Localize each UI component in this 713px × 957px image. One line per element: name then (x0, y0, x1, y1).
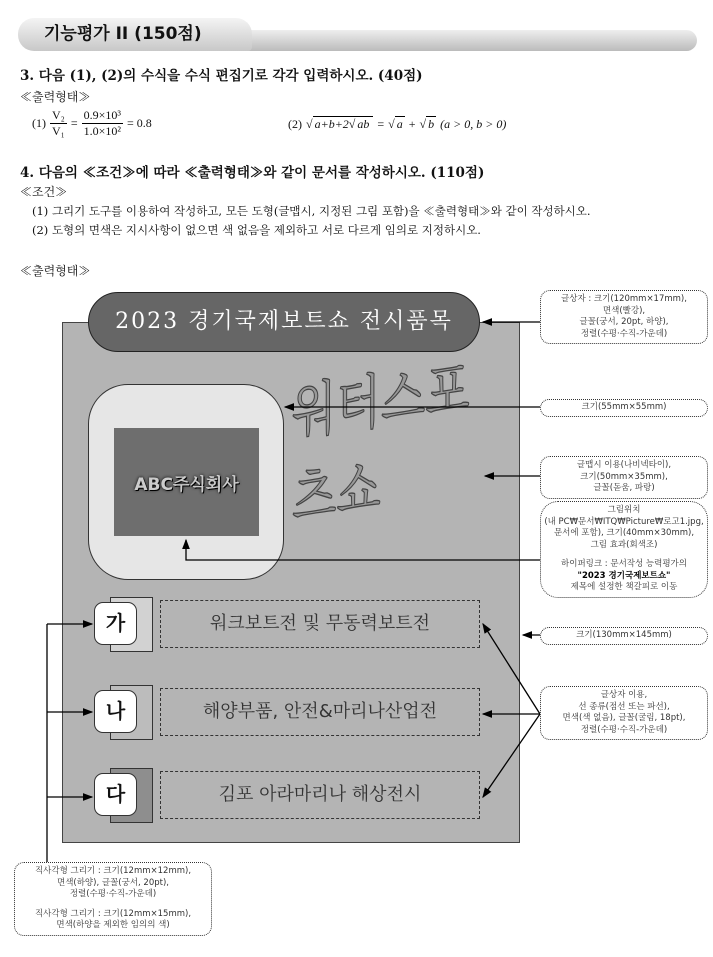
callout-marks (14, 862, 212, 936)
callout-line: 정렬(수평·수직-가운데) (69, 889, 157, 899)
callout-line: 면색(색 없음), 글꼴(굴림, 18pt), (562, 713, 686, 723)
callout-line: 글상자 이용, (600, 690, 648, 700)
radicand-a: a (396, 117, 403, 131)
result: = 0.8 (127, 116, 152, 130)
row-text-1: 워크보트전 및 무동력보트전 (160, 600, 480, 648)
wordart: 워터스포츠쇼 (292, 353, 470, 535)
callout-rows (540, 686, 708, 740)
condition-1: (1) 그리기 도구를 이용하여 작성하고, 모든 도형(글맵시, 지정된 그림 포함)을 ≪출력형태≫와 같이 작성하시오. (32, 204, 591, 218)
callout-line: 글맵시 이용(나비넥타이), (576, 460, 672, 470)
callout-title (540, 290, 708, 344)
callout-line: 문서에 포함), 크기(40mm×30mm), (553, 528, 695, 538)
callout-line: 정렬(수평·수직-가운데) (580, 724, 668, 735)
callout-line: 하이퍼링크 : 문서작성 능력평가의 (561, 559, 687, 569)
callout-line: 그림 효과(회색조) (590, 539, 658, 550)
q3-output-label: ≪출력형태≫ (20, 90, 91, 104)
numerator: V₂ (52, 108, 65, 122)
arrow-row3 (483, 714, 540, 797)
equals: = (377, 117, 385, 131)
figure-title: 2023 경기국제보트쇼 전시품목 (88, 292, 480, 352)
row-text-3: 김포 아라마리나 해상전시 (160, 771, 480, 819)
sqrt-b: √ b (419, 117, 435, 131)
callout-line: 직사각형 그리기 : 크기(12mm×12mm), (34, 866, 192, 876)
mark-ga: 가 (94, 602, 137, 645)
arrow-row1 (483, 624, 540, 714)
numerator: 0.9×10³ (83, 108, 122, 122)
mark-na: 나 (94, 690, 137, 733)
radicand: a+b+2 (314, 117, 349, 131)
condition-2: (2) 도형의 면색은 지시사항이 없으면 색 없음을 제외하고 서로 다르게 임의로 지정하시오. (32, 223, 481, 237)
callout-line: 글꼴(궁서, 20pt, 하양), (579, 317, 669, 327)
radicand-ab: ab (357, 117, 370, 131)
q3-title: 3. 다음 (1), (2)의 수식을 수식 편집기로 각각 입력하시오. (40점) (20, 68, 423, 84)
arrow-picture (186, 540, 540, 560)
callout-picture (540, 501, 708, 598)
callout-line: 제목에 설정한 책갈피로 이동 (570, 582, 678, 592)
callout-line: 면색(하양을 제외한 임의의 색) (56, 920, 170, 930)
callout-line: (내 PC₩문서₩ITQ₩Picture₩로고1.jpg, (544, 516, 704, 527)
callout-line: 그림위치 (607, 505, 641, 515)
callout-line: 직사각형 그리기 : 크기(12mm×15mm), (34, 908, 192, 919)
callout-line: 글꼴(돋움, 파랑) (593, 483, 655, 493)
callout-line: 면색(빨강), (602, 305, 646, 316)
q4-cond-label: ≪조건≫ (20, 185, 68, 199)
formula-number: (1) (32, 116, 46, 130)
callout-line: 정렬(수평·수직-가운데) (580, 328, 668, 339)
section-title: 기능평가 II (150점) (18, 18, 252, 51)
callout-picbox: 크기(55mm×55mm) (540, 399, 708, 417)
plus: + (408, 117, 416, 131)
q4-title: 4. 다음의 ≪조건≫에 따라 ≪출력형태≫와 같이 문서를 작성하시오. (110점) (20, 165, 485, 181)
sqrt-outer: √ a+b+2√ ab (306, 117, 373, 132)
equals: = (70, 116, 78, 130)
row-text-2: 해양부품, 안전&마리나산업전 (160, 688, 480, 736)
logo-image[interactable]: ABC주식회사 (114, 428, 259, 536)
condition: (a > 0, b > 0) (440, 117, 507, 131)
callout-line: 크기(50mm×35mm), (580, 471, 668, 482)
radicand-b: b (428, 117, 435, 131)
q4-output-label: ≪출력형태≫ (20, 264, 91, 278)
callout-wordart (540, 456, 708, 499)
callout-line: 면색(하양), 글꼴(궁서, 20pt), (56, 877, 169, 888)
sqrt-a: √ a (388, 117, 403, 131)
denominator: V₁ (52, 124, 65, 138)
callout-canvas: 크기(130mm×145mm) (540, 627, 708, 645)
mark-da: 다 (94, 773, 137, 816)
callout-line: 선 종류(점선 또는 파선), (578, 701, 670, 712)
denominator: 1.0×10² (83, 124, 122, 138)
formula-number: (2) (288, 117, 302, 131)
callout-bold-line: "2023 경기국제보트쇼" (577, 570, 671, 581)
callout-line: 글상자 : 크기(120mm×17mm), (561, 294, 687, 304)
